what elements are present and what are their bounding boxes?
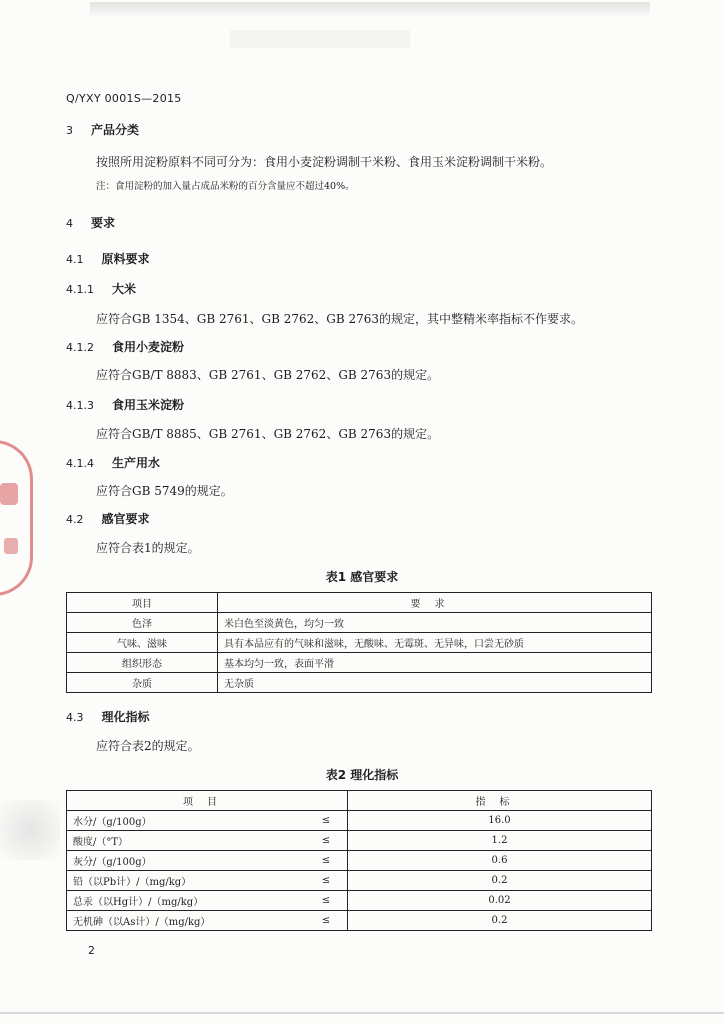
section-number: 4.3	[66, 711, 84, 724]
header-indicator: 指标	[348, 791, 652, 811]
table-row	[67, 891, 652, 911]
section-number: 4.1.4	[66, 457, 94, 470]
section-number: 3	[66, 124, 73, 137]
table-1-caption: 表1 感官要求	[325, 570, 399, 584]
section-title: 食用玉米淀粉	[112, 398, 185, 412]
section-4-1-4-body: 应符合GB 5749的规定。	[96, 484, 233, 498]
table-row	[67, 613, 652, 633]
scan-artifact-top	[90, 2, 650, 18]
section-4-1-1-body: 应符合GB 1354、GB 2761、GB 2762、GB 2763的规定，其中整精米率指标不作要求。	[96, 312, 584, 326]
section-title: 理化指标	[101, 710, 150, 724]
scan-artifact-top-faint	[230, 30, 410, 48]
physicochemical-indicators-table	[66, 790, 652, 931]
section-4-1-3-heading	[66, 396, 184, 413]
section-title: 生产用水	[112, 456, 161, 470]
operator-cell: ≤	[305, 891, 348, 911]
stamp-mark	[0, 483, 18, 505]
section-4-3-body: 应符合表2的规定。	[96, 739, 200, 753]
item-cell: 总汞（以Hg计）/（mg/kg）	[67, 891, 306, 911]
item-cell: 色泽	[67, 613, 218, 633]
table-header-row	[67, 791, 652, 811]
table-row	[67, 811, 652, 831]
page-number: 2	[88, 944, 95, 957]
header-item: 项目	[67, 593, 218, 613]
stamp-mark	[4, 538, 18, 554]
table-row	[67, 653, 652, 673]
table-row	[67, 633, 652, 653]
scan-bottom-edge	[0, 1012, 724, 1014]
section-4-1-heading	[66, 250, 150, 267]
section-title: 大米	[112, 282, 137, 296]
table-row	[67, 831, 652, 851]
section-3-body: 按照所用淀粉原料不同可分为：食用小麦淀粉调制干米粉、食用玉米淀粉调制干米粉。	[96, 155, 553, 169]
section-4-1-3-body: 应符合GB/T 8885、GB 2761、GB 2762、GB 2763的规定。	[96, 427, 440, 441]
section-number: 4.1.1	[66, 283, 94, 296]
table-2-caption: 表2 理化指标	[325, 768, 399, 782]
item-cell: 组织形态	[67, 653, 218, 673]
section-4-2-body: 应符合表1的规定。	[96, 541, 200, 555]
requirement-cell: 具有本品应有的气味和滋味，无酸味、无霉斑、无异味，口尝无砂质	[218, 633, 652, 653]
section-number: 4.1.3	[66, 399, 94, 412]
section-title: 产品分类	[91, 123, 140, 137]
section-number: 4.2	[66, 513, 84, 526]
section-number: 4.1	[66, 253, 84, 266]
item-cell: 灰分/（g/100g）	[67, 851, 306, 871]
standard-code: Q/YXY 0001S—2015	[66, 92, 182, 105]
table-row	[67, 851, 652, 871]
sensory-requirements-table	[66, 592, 652, 693]
requirement-cell: 无杂质	[218, 673, 652, 693]
section-4-1-2-body: 应符合GB/T 8883、GB 2761、GB 2762、GB 2763的规定。	[96, 368, 440, 382]
section-4-1-1-heading	[66, 280, 136, 297]
header-requirement: 要求	[218, 593, 652, 613]
operator-cell: ≤	[305, 851, 348, 871]
value-cell: 0.2	[348, 911, 652, 931]
section-title: 感官要求	[101, 512, 150, 526]
operator-cell: ≤	[305, 811, 348, 831]
section-4-2-heading	[66, 510, 150, 527]
operator-cell: ≤	[305, 831, 348, 851]
section-title: 要求	[91, 216, 116, 230]
section-4-1-4-heading	[66, 454, 160, 471]
scan-artifact-left	[0, 800, 60, 860]
item-cell: 酸度/（°T）	[67, 831, 306, 851]
operator-cell: ≤	[305, 871, 348, 891]
value-cell: 0.6	[348, 851, 652, 871]
item-cell: 无机砷（以As计）/（mg/kg）	[67, 911, 306, 931]
item-cell: 水分/（g/100g）	[67, 811, 306, 831]
header-item: 项目	[67, 791, 348, 811]
section-number: 4.1.2	[66, 341, 94, 354]
table-row	[67, 871, 652, 891]
item-cell: 杂质	[67, 673, 218, 693]
requirement-cell: 米白色至淡黄色，均匀一致	[218, 613, 652, 633]
item-cell: 气味、滋味	[67, 633, 218, 653]
value-cell: 16.0	[348, 811, 652, 831]
table-row	[67, 911, 652, 931]
section-4-1-2-heading	[66, 338, 184, 355]
value-cell: 0.2	[348, 871, 652, 891]
operator-cell: ≤	[305, 911, 348, 931]
section-3-heading	[66, 121, 139, 138]
table-header-row	[67, 593, 652, 613]
table-row	[67, 673, 652, 693]
requirement-cell: 基本均匀一致，表面平滑	[218, 653, 652, 673]
section-4-heading	[66, 214, 115, 231]
section-3-note: 注：食用淀粉的加入量占成品米粉的百分含量应不超过40%。	[96, 181, 355, 192]
section-title: 原料要求	[101, 252, 150, 266]
section-title: 食用小麦淀粉	[112, 340, 185, 354]
section-number: 4	[66, 217, 73, 230]
item-cell: 铅（以Pb计）/（mg/kg）	[67, 871, 306, 891]
value-cell: 1.2	[348, 831, 652, 851]
value-cell: 0.02	[348, 891, 652, 911]
section-4-3-heading	[66, 708, 150, 725]
